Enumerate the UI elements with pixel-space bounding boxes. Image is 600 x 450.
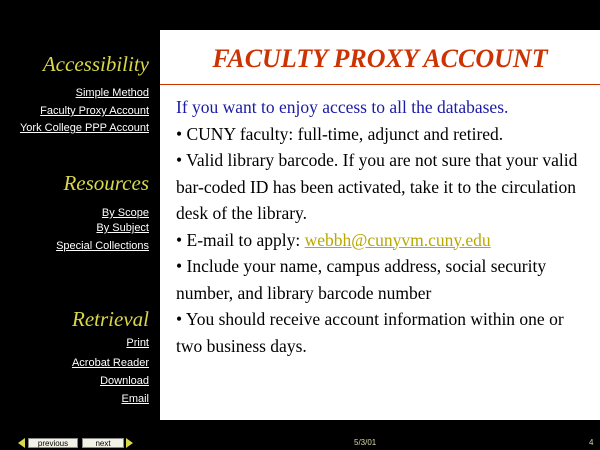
sidebar-link-simple-method[interactable]: Simple Method bbox=[75, 87, 149, 99]
slide-date: 5/3/01 bbox=[354, 438, 377, 447]
sidebar-heading-accessibility: Accessibility bbox=[42, 52, 149, 76]
page-title: FACULTY PROXY ACCOUNT bbox=[212, 44, 548, 73]
title-divider bbox=[160, 84, 600, 85]
slide-page-number: 4 bbox=[589, 438, 594, 447]
right-arrow-icon[interactable] bbox=[126, 438, 133, 448]
sidebar-link-print[interactable]: Print bbox=[126, 337, 149, 349]
footer-bar bbox=[0, 436, 600, 450]
content-body bbox=[176, 94, 594, 359]
intro-text: If you want to enjoy access to all the databases. bbox=[176, 97, 509, 117]
sidebar-link-download[interactable]: Download bbox=[100, 375, 149, 387]
main-content bbox=[160, 30, 600, 420]
sidebar-link-email[interactable]: Email bbox=[121, 393, 149, 405]
sidebar-link-york-college-ppp-account[interactable]: York College PPP Account bbox=[19, 122, 149, 134]
previous-button[interactable]: previous bbox=[28, 438, 78, 448]
bullet-email-apply bbox=[176, 227, 594, 254]
sidebar-heading-resources: Resources bbox=[63, 171, 149, 195]
sidebar bbox=[0, 0, 160, 450]
sidebar-link-faculty-proxy-account[interactable]: Faculty Proxy Account bbox=[40, 105, 149, 117]
left-arrow-icon[interactable] bbox=[18, 438, 25, 448]
sidebar-link-special-collections[interactable]: Special Collections bbox=[56, 240, 149, 252]
bullet-email-label: • E-mail to apply: bbox=[176, 229, 305, 250]
bullet-receive-info: • You should receive account information within one or two business days. bbox=[176, 309, 564, 356]
bullet-cuny-faculty: • CUNY faculty: full-time, adjunct and retired. bbox=[176, 123, 504, 144]
next-button[interactable]: next bbox=[82, 438, 124, 448]
sidebar-link-acrobat-reader[interactable]: Acrobat Reader bbox=[71, 357, 149, 369]
sidebar-link-by-subject[interactable]: By Subject bbox=[96, 222, 149, 234]
bullet-include-info: • Include your name, campus address, social security number, and library barcode number bbox=[176, 256, 547, 303]
sidebar-heading-retrieval: Retrieval bbox=[72, 307, 149, 331]
email-link[interactable]: webbh@cunyvm.cuny.edu bbox=[304, 229, 491, 250]
sidebar-link-by-scope[interactable]: By Scope bbox=[101, 207, 149, 219]
bullet-library-barcode: • Valid library barcode. If you are not sure that your valid bar-coded ID has been activated, take it to the circulation desk of the library. bbox=[176, 150, 578, 223]
